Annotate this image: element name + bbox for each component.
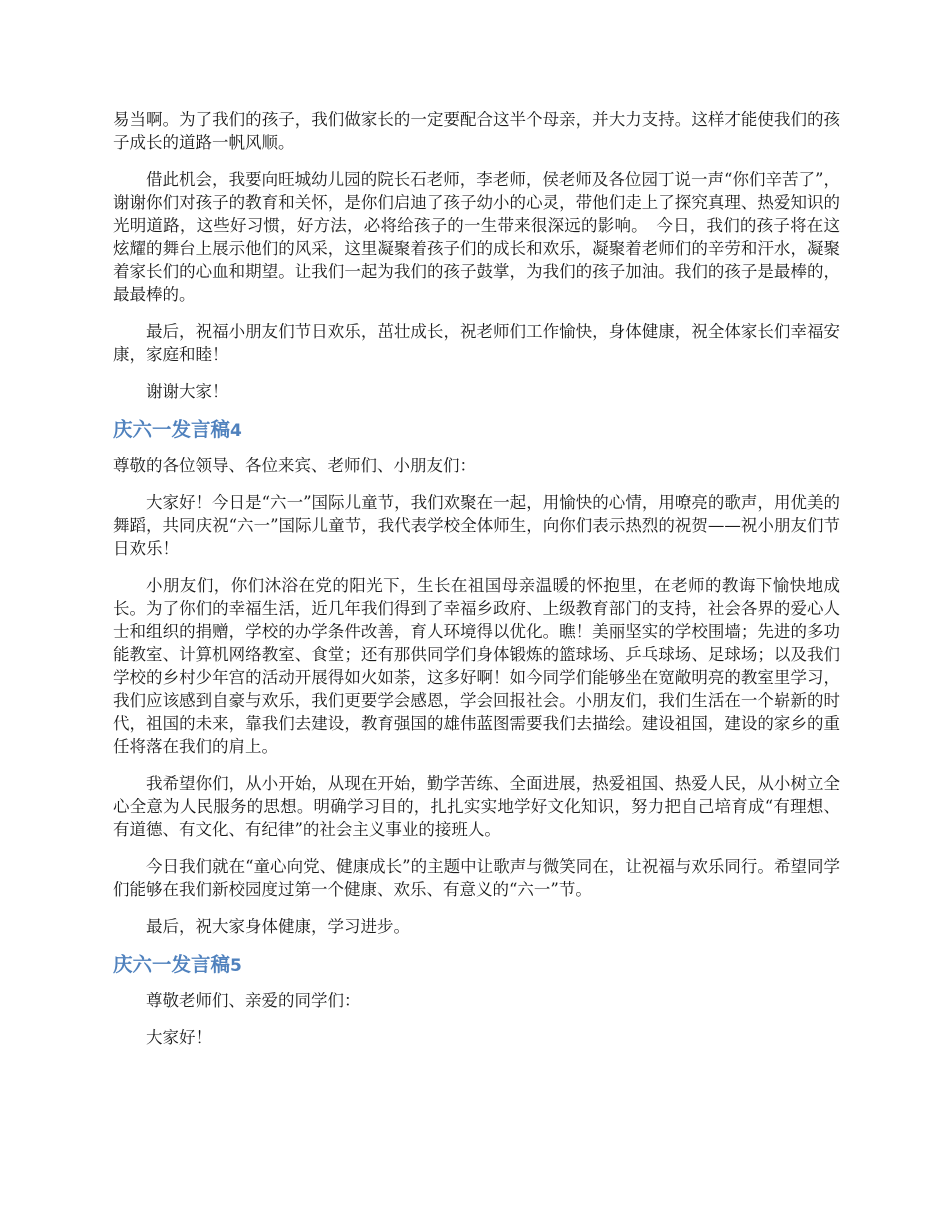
section-heading-4 — [113, 417, 840, 444]
salutation: 尊敬的各位领导、各位来宾、老师们、小朋友们： — [113, 456, 476, 475]
paragraph: 大家好！今日是“六一”国际儿童节，我们欢聚在一起，用愉快的心情，用嘹亮的歌声，用优美的舞蹈，共同庆祝“六一”国际儿童节，我代表学校全体师生，向你们表示热烈的祝贺——祝小朋友们节日欢乐！ — [113, 493, 840, 558]
paragraph: 易当啊。为了我们的孩子，我们做家长的一定要配合这半个母亲，并大力支持。这样才能使我们的孩子成长的道路一帆风顺。 — [113, 110, 840, 152]
section-title: 庆六一发言稿 — [113, 418, 231, 441]
document-page — [113, 108, 840, 1063]
paragraph: 最后，祝大家身体健康，学习进步。 — [146, 917, 410, 936]
paragraph: 今日我们就在“童心向党、健康成长”的主题中让歌声与微笑同在，让祝福与欢乐同行。希望同学们能够在我们新校园度过第一个健康、欢乐、有意义的“六一”节。 — [113, 857, 840, 899]
paragraph: 我希望你们，从小开始，从现在开始，勤学苦练、全面进展，热爱祖国、热爱人民，从小树立全心全意为人民服务的思想。明确学习目的，扎扎实实地学好文化知识，努力把自己培育成“有理想、有道德、有文化、有纪律”的社会主义事业的接班人。 — [113, 774, 840, 839]
salutation: 尊敬老师们、亲爱的同学们： — [146, 991, 361, 1010]
paragraph: 谢谢大家！ — [146, 382, 229, 401]
paragraph: 小朋友们，你们沐浴在党的阳光下，生长在祖国母亲温暖的怀抱里，在老师的教诲下愉快地成长。为了你们的幸福生活，近几年我们得到了幸福乡政府、上级教育部门的支持，社会各界的爱心人士和组织的捐赠，学校的办学条件改善，育人环境得以优化。瞧！美丽坚实的学校围墙；先进的多功能教室、计算机网络教室、食堂；还有那供同学们身体锻炼的篮球场、乒乓球场、足球场；以及我们学校的乡村少年宫的活动开展得如火如荼，这多好啊！如今同学们能够坐在宽敞明亮的教室里学习，我们应该感到自豪与欢乐，我们更要学会感恩，学会回报社会。小朋友们，我们生活在一个崭新的时代，祖国的未来，靠我们去建设，教育强国的雄伟蓝图需要我们去描绘。建设祖国，建设的家乡的重任将落在我们的肩上。 — [113, 576, 840, 756]
section-title: 庆六一发言稿 — [113, 953, 231, 976]
paragraph: 最后，祝福小朋友们节日欢乐，茁壮成长，祝老师们工作愉快，身体健康，祝全体家长们幸福安康，家庭和睦！ — [113, 322, 840, 364]
section-number: 4 — [230, 421, 242, 441]
section-heading-5 — [113, 952, 840, 979]
section-number: 5 — [230, 956, 242, 976]
paragraph: 借此机会，我要向旺城幼儿园的院长石老师，李老师，侯老师及各位园丁说一声“你们辛苦了”，谢谢你们对孩子的教育和关怀，是你们启迪了孩子幼小的心灵，带他们走上了探究真理、热爱知识的光明道路，这些好习惯，好方法，必将给孩子的一生带来很深远的影响。 今日，我们的孩子将在这炫耀的舞台上展示他们的风采，这里凝聚着孩子们的成长和欢乐，凝聚着老师们的辛劳和汗水，凝聚着家长们的心血和期望。让我们一起为我们的孩子鼓掌，为我们的孩子加油。我们的孩子是最棒的，最最棒的。 — [113, 170, 840, 304]
paragraph: 大家好！ — [146, 1028, 212, 1047]
